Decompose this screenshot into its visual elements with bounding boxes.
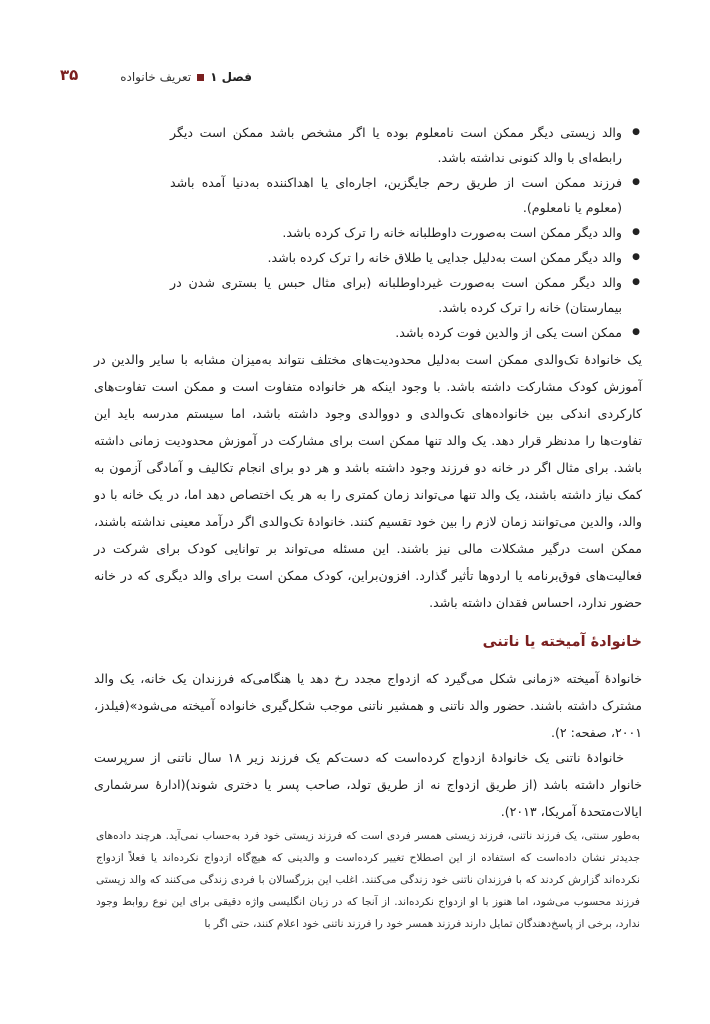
- body-paragraph: خانوادهٔ ناتنی یک خانوادهٔ ازدواج کرده‌است که دست‌کم یک فرزند زیر ۱۸ سال ناتنی از سرپرست خانوار داشته باشد (از طریق ازدواج نه از طریق تولد، صاحب پسر یا دختری شوند)(ادارهٔ سرشماری ایالات‌متحدهٔ آمریکا، ۲۰۱۳).: [94, 750, 642, 819]
- bullet-item: ● فرزند ممکن است از طریق رحم جایگزین، اجاره‌ای یا اهداکننده به‌دنیا آمده باشد (معلوم یا نامعلوم).: [170, 170, 640, 220]
- bullet-item: ● والد دیگر ممکن است به‌صورت غیرداوطلبانه (برای مثال حبس یا بستری شدن در بیمارستان) خانه را ترک کرده باشد.: [170, 270, 640, 320]
- body-paragraph: خانوادهٔ آمیخته «زمانی شکل می‌گیرد که ازدواج مجدد رخ دهد یا هنگامی‌که فرزندان یک خانه، یک والد مشترک داشته باشند. حضور والد ناتنی و همشیر ناتنی موجب شکل‌گیری خانواده آمیخته می‌شود»(فیلدز، ۲۰۰۱، صفحه: ۲).: [94, 671, 642, 740]
- body-paragraph: یک خانوادهٔ تک‌والدی ممکن است به‌دلیل محدودیت‌های مختلف نتواند به‌میزان مشابه با سایر والدین در آموزش کودک مشارکت داشته باشد. با وجود اینکه هر خانواده متفاوت است و ممکن است تفاوت‌های کارکردی اندکی بین خانواده‌های تک‌والدی و دووالدی وجود داشته باشد، اما سیستم مدرسه باید این تفاوت‌ها را مدنظر قرار دهد. یک والد تنها ممکن است برای مشارکت در آموزش محدودیت زمانی داشته باشد. برای مثال اگر در خانه دو فرزند وجود داشته باشد و هر دو برای انجام تکالیف و آمادگی آزمون به کمک نیاز داشته باشند، یک والد تنها می‌تواند زمان کمتری را به هر یک اختصاص دهد اما، در یک خانه با دو والد، والدین می‌توانند زمان لازم را بین خود تقسیم کنند. خانوادهٔ تک‌والدی اگر درآمد معینی نداشته باشند، ممکن است درگیر مشکلات مالی نیز باشند. این مسئله می‌تواند بر توانایی کودک برای شرکت در فعالیت‌های فوق‌برنامه یا اردوها تأثیر گذارد. افزون‌براین، کودک ممکن است برای والد دیگری که در خانه حضور ندارد، احساس فقدان داشته باشد.: [94, 352, 642, 610]
- bullet-item: ● ممکن است یکی از والدین فوت کرده باشد.: [170, 320, 640, 345]
- bullet-item: ● والد زیستی دیگر ممکن است نامعلوم بوده یا اگر مشخص باشد ممکن است دیگر رابطه‌ای با والد کنونی نداشته باشد.: [170, 120, 640, 170]
- section-heading: خانوادهٔ آمیخته یا ناتنی: [482, 634, 642, 650]
- bullet-list: [170, 120, 640, 345]
- square-bullet-icon: [197, 74, 204, 81]
- running-header: [62, 66, 252, 88]
- footnote: به‌طور سنتی، یک فرزند ناتنی، فرزند زیستی همسر فردی است که فرزند زیستی خود فرد به‌حساب نمی‌آید. هرچند داده‌های جدیدتر نشان داده‌است که استفاده از این اصطلاح تغییر کرده‌است و والدینی که هیچ‌گاه ازدواج نکرده‌اند یا فعلاً ازدواج نکرده‌اند گزارش کردند که با فرزندان ناتنی خود زندگی می‌کنند. اغلب این بزرگسالان با فردی زندگی می‌کنند که والد زیستی فرزند محسوب می‌شود، اما هنوز با او ازدواج نکرده‌اند. از آنجا که در زبان انگلیسی واژه دقیقی برای این نوع روابط وجود ندارد، برخی از پاسخ‌دهندگان تمایل دارند فرزند همسر خود را فرزند ناتنی خود اعلام کنند، حتی اگر با: [96, 830, 640, 930]
- bullet-item: ● والد دیگر ممکن است به‌صورت داوطلبانه خانه را ترک کرده باشد.: [170, 220, 640, 245]
- bullet-item: ● والد دیگر ممکن است به‌دلیل جدایی یا طلاق خانه را ترک کرده باشد.: [170, 245, 640, 270]
- chapter-label: فصل ۱: [210, 70, 252, 84]
- page-number: ۳۵: [60, 66, 79, 84]
- chapter-title: تعریف خانواده: [120, 70, 192, 84]
